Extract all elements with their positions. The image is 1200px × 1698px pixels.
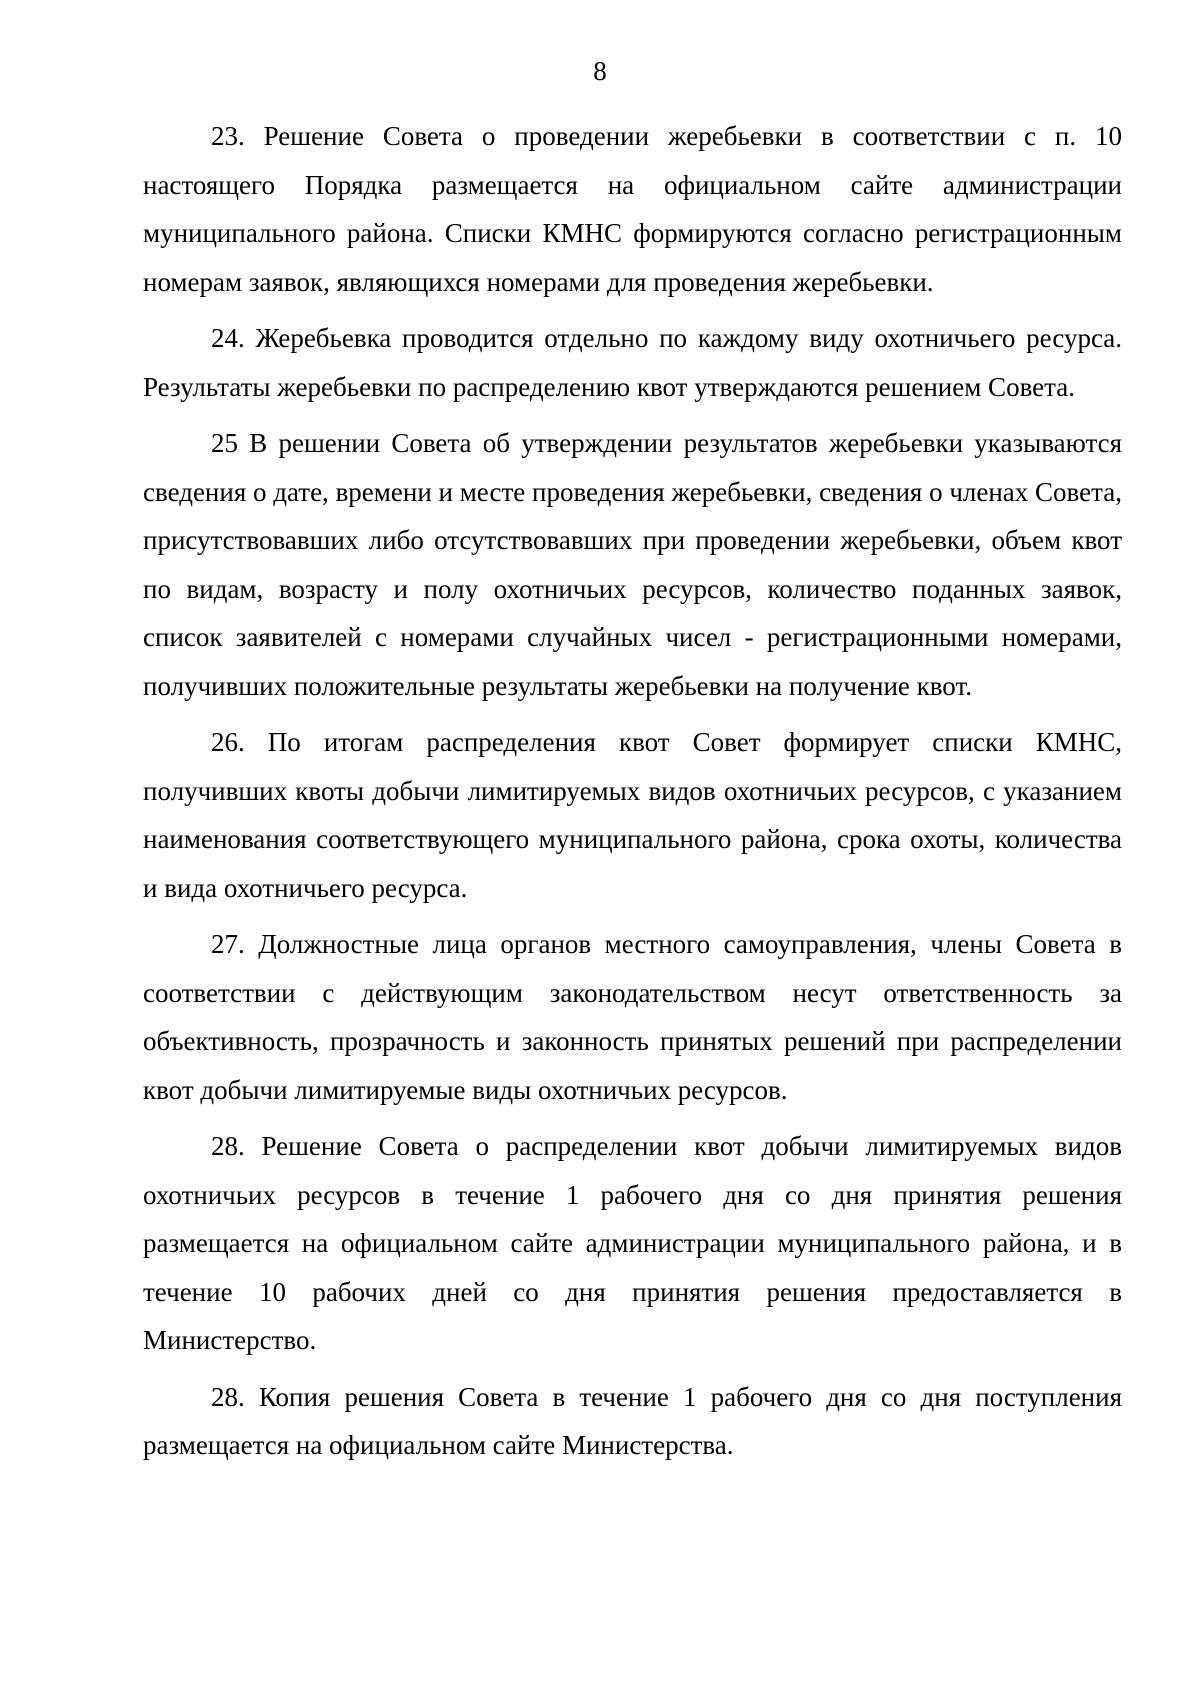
paragraph-25: 25 В решении Совета об утверждении результатов жеребьевки указываются сведения о дате, времени и месте проведения жеребьевки, сведения о членах Совета, присутствовавших либо отсутствовавших при проведении жеребьевки, объем квот по видам, возрасту и полу охотничьих ресурсов, количество поданных заявок, список заявителей с номерами случайных чисел - регистрационными номерами, получивших положительные результаты жеребьевки на получение квот. <box>143 428 1122 701</box>
page-number: 8 <box>593 56 607 86</box>
paragraph-24: 24. Жеребьевка проводится отдельно по каждому виду охотничьего ресурса. Результаты жеребьевки по распределению квот утверждаются решением Совета. <box>143 323 1122 402</box>
paragraph-23: 23. Решение Совета о проведении жеребьевки в соответствии с п. 10 настоящего Порядка размещается на официальном сайте администрации муниципального района. Списки КМНС формируются согласно регистрационным номерам заявок, являющихся номерами для проведения жеребьевки. <box>143 121 1122 297</box>
paragraph-26: 26. По итогам распределения квот Совет формирует списки КМНС, получивших квоты добычи лимитируемых видов охотничьих ресурсов, с указанием наименования соответствующего муниципального района, срока охоты, количества и вида охотничьего ресурса. <box>143 727 1122 903</box>
document-body <box>143 112 1122 1478</box>
paragraph-28-copy: 28. Копия решения Совета в течение 1 рабочего дня со дня поступления размещается на официальном сайте Министерства. <box>143 1381 1122 1460</box>
paragraph-27: 27. Должностные лица органов местного самоуправления, члены Совета в соответствии с действующим законодательством несут ответственность за объективность, прозрачность и законность принятых решений при распределении квот добычи лимитируемые виды охотничьих ресурсов. <box>143 929 1122 1105</box>
paragraph-28: 28. Решение Совета о распределении квот добычи лимитируемых видов охотничьих ресурсов в течение 1 рабочего дня со дня принятия решения размещается на официальном сайте администрации муниципального района, и в течение 10 рабочих дней со дня принятия решения предоставляется в Министерство. <box>143 1131 1122 1355</box>
